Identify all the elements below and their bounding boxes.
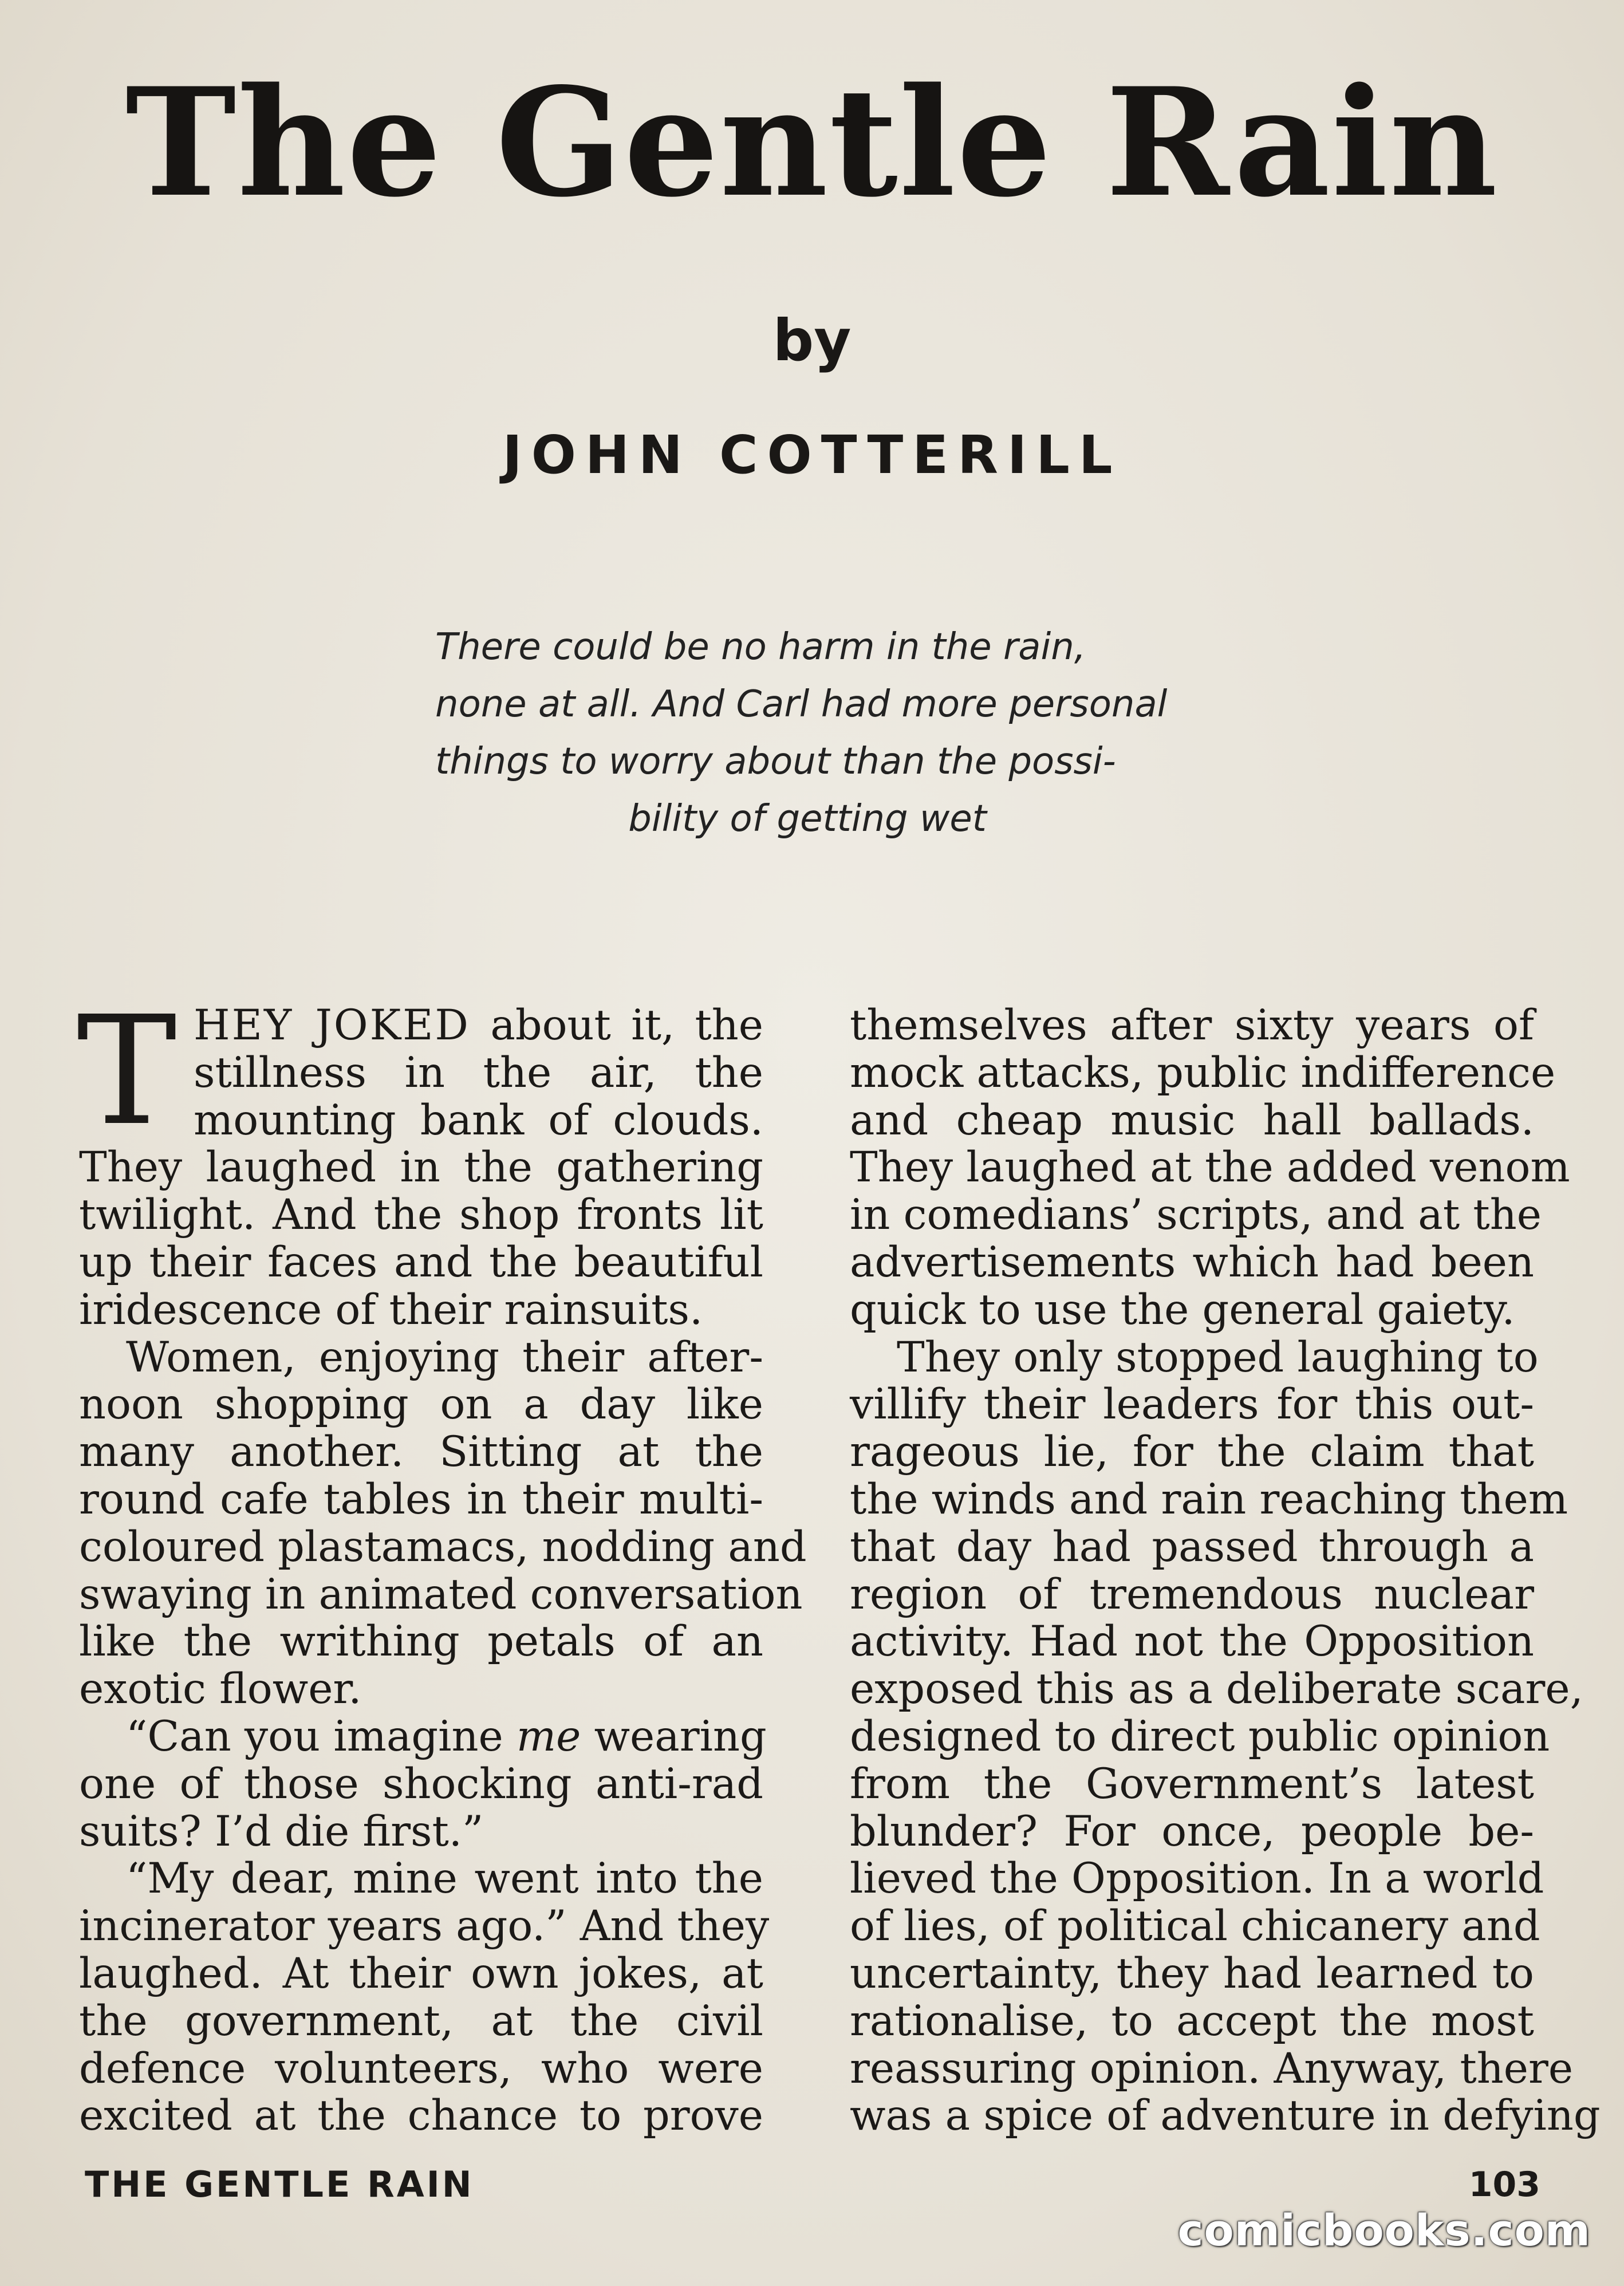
text-line: mounting bank of clouds. [194,1095,763,1145]
byline-by: by [772,307,852,374]
text-fragment: “Can you imagine [126,1712,517,1761]
text-line: activity. Had not the Opposition [850,1617,1534,1666]
story-blurb [435,618,1180,848]
text-line: coloured plastamacs, nodding and [79,1522,807,1571]
left-column [77,984,807,2141]
right-column [850,1001,1601,2141]
text-line: “My dear, mine went into the [126,1854,763,1903]
text-line: quick to use the general gaiety. [850,1285,1515,1334]
text-line: region of tremendous nuclear [850,1570,1534,1619]
text-line: suits? I’d die first.” [79,1807,484,1856]
text-line: round cafe tables in their multi- [79,1475,763,1524]
text-line: They laughed at the added venom [850,1143,1570,1192]
opening-small-caps: HEY JOKED [194,1001,470,1050]
text-line: lieved the Opposition. In a world [850,1854,1544,1903]
text-line: villify their leaders for this out- [850,1380,1534,1429]
blurb-line: things to worry about than the possi- [435,740,1116,783]
text-line: up their faces and the beautiful [79,1237,763,1287]
text-line: iridescence of their rainsuits. [79,1285,703,1334]
blurb-line: none at all. And Carl had more personal [435,683,1168,726]
text-line: one of those shocking anti-rad [79,1759,763,1808]
text-line: of lies, of political chicanery and [850,1902,1540,1951]
text-line: swaying in animated conversation [79,1570,803,1619]
text-line: Women, enjoying their after- [126,1333,763,1382]
text-line: like the writhing petals of an [79,1617,763,1666]
text-line: rationalise, to accept the most [850,1996,1534,2045]
running-title: THE GENTLE RAIN [85,2163,474,2205]
text-line: They laughed in the gathering [79,1143,763,1192]
text-line: twilight. And the shop fronts lit [79,1191,763,1240]
text-line: advertisements which had been [850,1237,1534,1287]
text-line: the government, at the civil [79,1996,763,2045]
text-line: exotic flower. [79,1665,362,1714]
text-line: and cheap music hall ballads. [850,1095,1534,1145]
emphasis: me [516,1712,581,1761]
page-number: 103 [1468,2165,1540,2205]
text-line: in comedians’ scripts, and at the [850,1191,1542,1240]
text-line: blunder? For once, people be- [850,1807,1534,1856]
text-line: mock attacks, public indifference [850,1048,1556,1097]
text-line: uncertainty, they had learned to [850,1949,1534,1998]
text-line: was a spice of adventure in defying [850,2091,1601,2141]
text-line: from the Government’s latest [850,1759,1534,1808]
blurb-line: bility of getting wet [628,798,987,840]
text-line [79,1712,767,1761]
text-line: stillness in the air, the [194,1048,763,1097]
text-line: laughed. At their own jokes, at [79,1949,763,1998]
text-line: exposed this as a deliberate scare, [850,1665,1583,1714]
text-fragment: about it, the [470,1001,764,1050]
text-line: incinerator years ago.” And they [79,1902,770,1951]
text-line: themselves after sixty years of [850,1001,1534,1050]
text-line: that day had passed through a [850,1522,1534,1571]
text-fragment: wearing [581,1712,767,1761]
text-line: defence volunteers, who were [79,2044,763,2093]
text-line: the winds and rain reaching them [850,1475,1568,1524]
story-title: The Gentle Rain [125,56,1499,230]
text-line: reassuring opinion. Anyway, there [850,2044,1574,2093]
text-line: designed to direct public opinion [850,1712,1550,1761]
text-line: They only stopped laughing to [897,1333,1539,1382]
text-line: noon shopping on a day like [79,1380,763,1429]
author-name: JOHN COTTERILL [502,424,1122,486]
text-line: many another. Sitting at the [79,1428,763,1477]
text-line: rageous lie, for the claim that [850,1428,1534,1477]
blurb-line: There could be no harm in the rain, [435,626,1086,668]
text-line [79,1002,763,1050]
drop-cap: T [77,984,177,1158]
site-watermark: comicbooks.com [1177,2205,1591,2256]
text-line: excited at the chance to prove [79,2091,763,2141]
